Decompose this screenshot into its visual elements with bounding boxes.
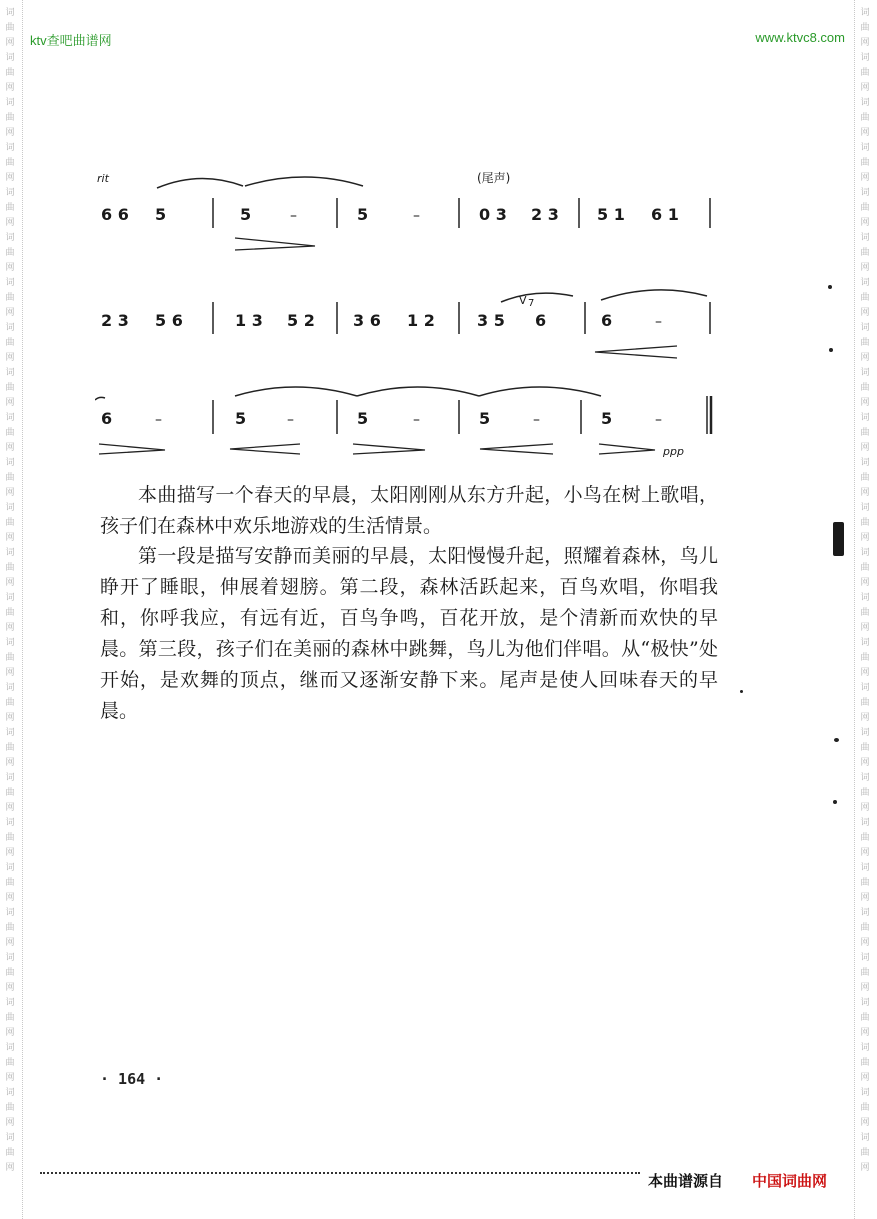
note: 5 (240, 205, 252, 224)
description-paragraph: 第一段是描写安静而美丽的早晨，太阳慢慢升起，照耀着森林，鸟儿睁开了睡眼，伸展着翅膀。第二段，森林活跃起来，百鸟欢唱，你唱我和，你呼我应，有远有近，百鸟争鸣，百花开放，是个清新而欢快的早晨。第三段，孩子们在美丽的森林中跳舞，鸟儿为他们伴唱。从“极快”处开始，是欢舞的顶点，继而又逐渐安静下来。尾声是使人回味春天的早晨。 (100, 545, 718, 722)
note: 5 (357, 409, 369, 428)
hold-dash: – (287, 412, 294, 428)
note: 5 (601, 409, 613, 428)
note-group: 5 6 (155, 311, 183, 330)
hold-dash: – (413, 412, 420, 428)
note: 6 (601, 311, 613, 330)
footer-divider (40, 1172, 640, 1174)
left-watermark-text: 词曲网词曲网词曲网词曲网词曲网词曲网词曲网词曲网词曲网词曲网词曲网词曲网词曲网词曲网词曲网词曲网词曲网词曲网词曲网词曲网词曲网词曲网词曲网词曲网词曲网词曲网 (5, 8, 15, 1173)
left-watermark-column (0, 0, 23, 1219)
crescendo-mark (595, 346, 677, 358)
note: 5 (155, 205, 167, 224)
crescendo-mark (480, 444, 553, 454)
tie-slur (501, 293, 573, 302)
tempo-mark: rit (97, 172, 109, 185)
hold-dash: – (290, 208, 297, 224)
note-group: 1 2 (407, 311, 435, 330)
hold-dash: – (155, 412, 162, 428)
note-group: 6 6 (101, 205, 129, 224)
tie-slur (157, 178, 243, 188)
grace-note: 7 (528, 298, 535, 309)
note-group: 2 3 (531, 205, 559, 224)
hold-dash: – (655, 314, 662, 330)
decrescendo-mark (599, 444, 655, 454)
footer-brand: 中国词曲网 (752, 1172, 828, 1190)
tie-slur (95, 397, 105, 400)
note-group: 0 3 (479, 205, 507, 224)
tie-slur (245, 177, 363, 186)
scan-speck (828, 285, 832, 289)
tie-slur (479, 387, 601, 396)
note: 5 (479, 409, 491, 428)
page-edge-tab (833, 522, 844, 556)
note: 5 (235, 409, 247, 428)
section-mark: (尾声) (477, 171, 511, 185)
tie-slur (235, 387, 357, 396)
note: 6 (535, 311, 547, 330)
tie-slur (601, 290, 707, 300)
decrescendo-mark (353, 444, 425, 454)
note-group: 3 5 (477, 311, 505, 330)
crescendo-mark (230, 444, 300, 454)
note-group: 1 3 (235, 311, 263, 330)
tie-slur (357, 387, 479, 396)
scan-speck (834, 738, 839, 742)
note: 6 (101, 409, 113, 428)
footer-source-label: 本曲谱源自 (648, 1172, 724, 1190)
hold-dash: – (655, 412, 662, 428)
note-group: 5 1 (597, 205, 625, 224)
scan-speck (829, 348, 833, 352)
note-group: 6 1 (651, 205, 679, 224)
hold-dash: – (413, 208, 420, 224)
decrescendo-mark (235, 238, 315, 250)
right-watermark-column (854, 0, 877, 1219)
page-number: · 164 · (100, 1070, 164, 1088)
site-name-left: ktv查吧曲谱网 (30, 33, 112, 48)
note-group: 5 2 (287, 311, 315, 330)
scan-speck (833, 800, 837, 804)
note-group: 3 6 (353, 311, 381, 330)
hold-dash: – (533, 412, 540, 428)
description-paragraph: 本曲描写一个春天的早晨，太阳刚刚从东方升起，小鸟在树上歌唱，孩子们在森林中欢乐地游戏的生活情景。 (100, 484, 718, 537)
decrescendo-mark (99, 444, 165, 454)
breath-mark: V (519, 294, 527, 307)
dynamic-mark: ppp (663, 445, 684, 458)
site-url-right: www.ktvc8.com (755, 30, 845, 45)
music-score (95, 160, 720, 470)
note-group: 2 3 (101, 311, 129, 330)
scan-speck (740, 690, 743, 693)
note: 5 (357, 205, 369, 224)
right-watermark-text: 词曲网词曲网词曲网词曲网词曲网词曲网词曲网词曲网词曲网词曲网词曲网词曲网词曲网词曲网词曲网词曲网词曲网词曲网词曲网词曲网词曲网词曲网词曲网词曲网词曲网词曲网 (860, 8, 870, 1173)
